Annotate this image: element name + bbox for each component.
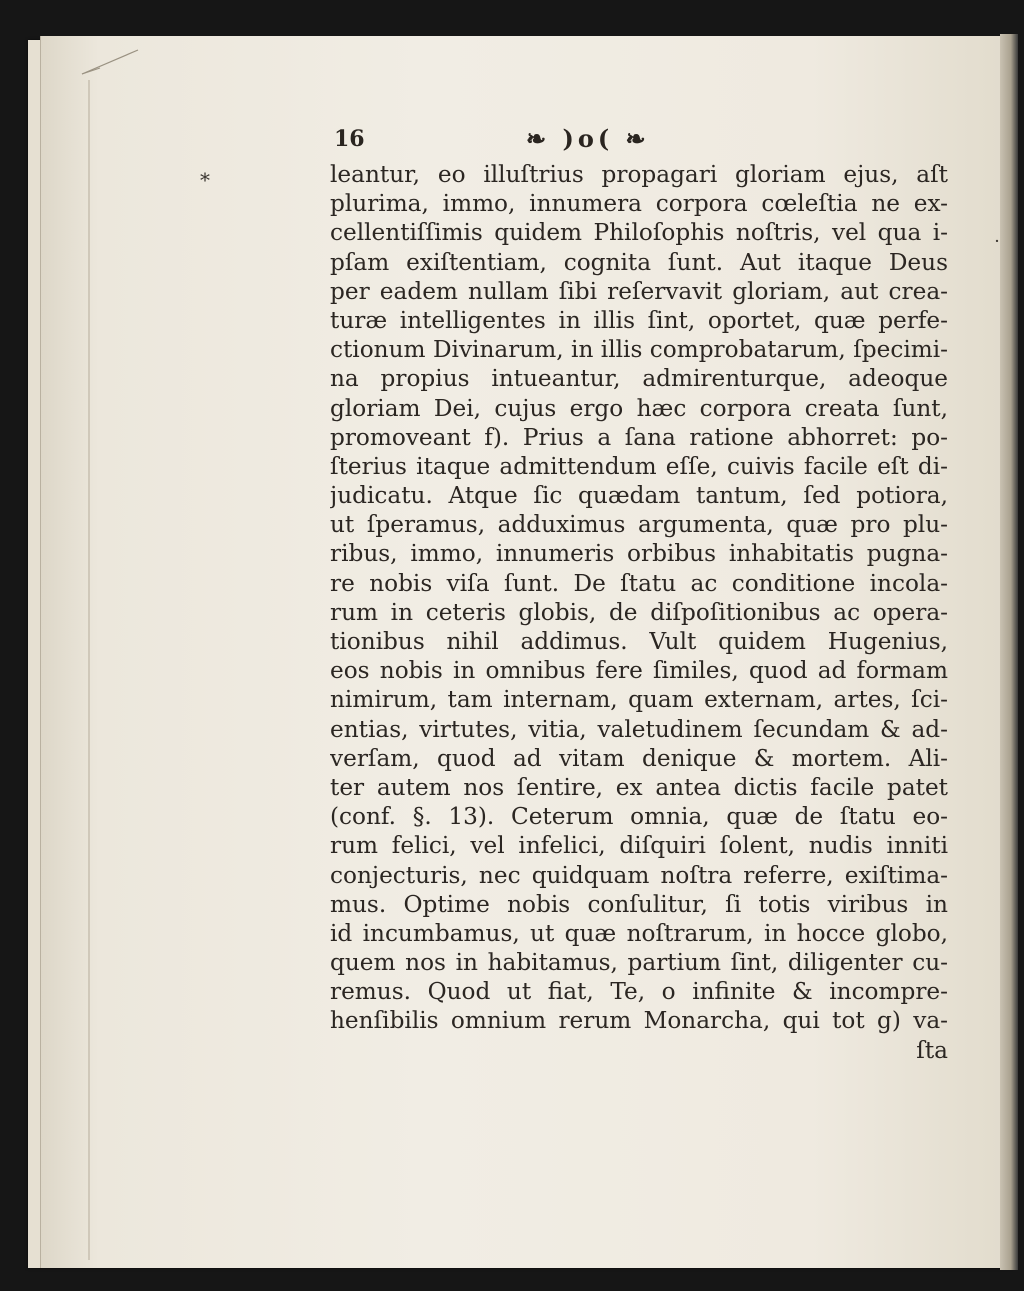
text-line: quem nos in habitamus, partium ſint, diligenter cu- (330, 949, 948, 977)
text-line: ſta (916, 1036, 948, 1064)
text-line: gloriam Dei, cujus ergo hæc corpora creata ſunt, (330, 394, 948, 422)
text-line: mus. Optime nobis conſulitur, ſi totis viribus in (330, 890, 948, 918)
text-line: promoveant f). Prius a ſana ratione abhorret: po- (330, 423, 948, 451)
text-line: ribus, immo, innumeris orbibus inhabitatis pugna- (330, 540, 948, 568)
text-line: judicatu. Atque ſic quædam tantum, ſed potiora, (330, 482, 948, 510)
header-ornament: ❧ )o( ❧ (526, 124, 650, 153)
text-line: rum in ceteris globis, de diſpoſitionibus ac opera- (330, 598, 948, 626)
text-line: nimirum, tam internam, quam externam, artes, ſci- (330, 686, 948, 714)
text-line: remus. Quod ut fiat, Te, o infinite & incompre- (330, 978, 948, 1006)
text-line: turæ intelligentes in illis ſint, oportet, quæ perfe- (330, 306, 948, 334)
text-line: ter autem nos ſentire, ex antea dictis facile patet (330, 773, 948, 801)
text-line: entias, virtutes, vitia, valetudinem ſecundam & ad- (330, 715, 948, 743)
page-number: 16 (334, 126, 365, 152)
text-line: re nobis viſa ſunt. De ſtatu ac conditione incola- (330, 569, 948, 597)
text-line: eos nobis in omnibus fere ſimiles, quod ad formam (330, 657, 948, 685)
text-line: conjecturis, nec quidquam noſtra referre, exiſtima- (330, 861, 948, 889)
text-line: pſam exiſtentiam, cognita ſunt. Aut itaque Deus (330, 248, 948, 276)
page-edge (1000, 34, 1018, 1270)
body-text (330, 160, 948, 1065)
text-line: tionibus nihil addimus. Vult quidem Hugenius, (330, 628, 948, 655)
margin-mark: * (200, 168, 210, 192)
margin-mark: ˙ (992, 236, 1002, 260)
page-fold (88, 80, 90, 1260)
text-line: cellentiſſimis quidem Philoſophis noſtris, vel qua i- (330, 219, 948, 247)
text-line: rum felici, vel infelici, diſquiri ſolent, nudis inniti (330, 832, 948, 860)
text-line: henſibilis omnium rerum Monarcha, qui tot g) va- (330, 1007, 948, 1035)
text-line: ut ſperamus, adduximus argumenta, quæ pro plu- (330, 511, 948, 539)
text-line: ctionum Divinarum, in illis comprobatarum, ſpecimi- (330, 336, 948, 364)
page-header (334, 118, 954, 158)
text-line: (conf. §. 13). Ceterum omnia, quæ de ſtatu eo- (330, 803, 948, 831)
text-line: per eadem nullam ſibi reſervavit gloriam, aut crea- (330, 277, 948, 305)
text-line: na propius intueantur, admirenturque, adeoque (330, 365, 948, 393)
folded-corner-mark (80, 48, 140, 76)
text-line: id incumbamus, ut quæ noſtrarum, in hocce globo, (330, 919, 948, 947)
text-line: ſterius itaque admittendum eſſe, cuivis facile eſt di- (330, 452, 948, 480)
text-line: verſam, quod ad vitam denique & mortem. Ali- (330, 744, 948, 772)
text-line: leantur, eo illuſtrius propagari gloriam ejus, aſt (330, 161, 948, 188)
text-line: plurima, immo, innumera corpora cœleſtia ne ex- (330, 190, 948, 218)
